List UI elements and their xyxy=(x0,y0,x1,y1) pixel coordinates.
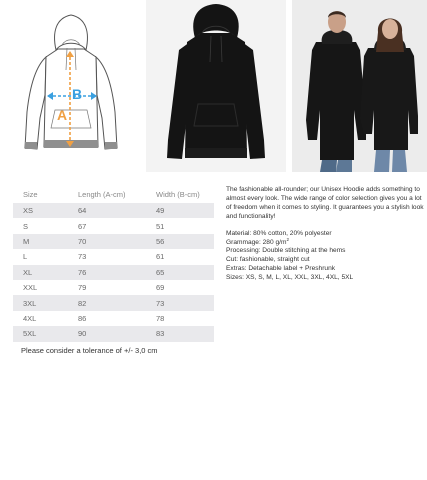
table-row xyxy=(13,326,214,341)
length-cell: 79 xyxy=(68,280,146,295)
size-chart-table xyxy=(13,186,214,342)
size-chart-header-row xyxy=(13,186,214,203)
measure-b-label: B xyxy=(72,86,83,102)
header-length: Length (A-cm) xyxy=(78,190,126,199)
width-cell: 56 xyxy=(146,234,214,249)
width-cell: 78 xyxy=(146,311,214,326)
size-cell: 5XL xyxy=(13,326,68,341)
table-row xyxy=(13,265,214,280)
width-cell: 69 xyxy=(146,280,214,295)
size-cell: XXL xyxy=(13,280,68,295)
length-cell: 86 xyxy=(68,311,146,326)
grammage-superscript: 2 xyxy=(286,236,289,242)
length-cell: 73 xyxy=(68,249,146,264)
size-cell: L xyxy=(13,249,68,264)
spec-sizes: Sizes: XS, S, M, L, XL, XXL, 3XL, 4XL, 5XL xyxy=(226,274,354,282)
size-cell: XS xyxy=(13,203,68,218)
size-cell: XL xyxy=(13,265,68,280)
width-cell: 51 xyxy=(146,218,214,233)
grammage-text: Grammage: 280 g/m xyxy=(226,238,287,246)
length-cell: 70 xyxy=(68,234,146,249)
spec-extras: Extras: Detachable label + Preshrunk xyxy=(226,265,336,273)
size-cell: M xyxy=(13,234,68,249)
hoodie-measurement-diagram xyxy=(0,0,142,172)
product-description xyxy=(226,186,424,283)
table-row xyxy=(13,249,214,264)
spec-cut: Cut: fashionable, straight cut xyxy=(226,256,310,264)
spec-material: Material: 80% cotton, 20% polyester xyxy=(226,229,332,237)
models-photo xyxy=(292,0,427,172)
size-cell: 4XL xyxy=(13,311,68,326)
size-cell: 3XL xyxy=(13,295,68,310)
length-cell: 90 xyxy=(68,326,146,341)
width-cell: 49 xyxy=(146,203,214,218)
table-row xyxy=(13,311,214,326)
length-cell: 64 xyxy=(68,203,146,218)
hoodie-outline-drawing xyxy=(0,0,142,172)
table-row xyxy=(13,203,214,218)
spec-grammage xyxy=(226,236,424,248)
table-row xyxy=(13,295,214,310)
length-cell: 67 xyxy=(68,218,146,233)
product-photo xyxy=(146,0,286,172)
models-wearing-hoodies-image xyxy=(292,0,427,172)
length-cell: 76 xyxy=(68,265,146,280)
length-cell: 82 xyxy=(68,295,146,310)
size-cell: S xyxy=(13,218,68,233)
width-cell: 61 xyxy=(146,249,214,264)
width-cell: 73 xyxy=(146,295,214,310)
black-hoodie-image xyxy=(146,0,286,172)
table-row xyxy=(13,234,214,249)
measure-a-label: A xyxy=(57,107,68,123)
table-row xyxy=(13,280,214,295)
tolerance-note: Please consider a tolerance of +/- 3,0 cm xyxy=(21,346,158,355)
table-row xyxy=(13,218,214,233)
spec-processing: Processing: Double stitching at the hems xyxy=(226,247,346,255)
header-size: Size xyxy=(23,190,38,199)
header-width: Width (B-cm) xyxy=(156,190,200,199)
width-cell: 65 xyxy=(146,265,214,280)
width-cell: 83 xyxy=(146,326,214,341)
description-intro: The fashionable all-rounder; our Unisex Hoodie adds something to almost every look. The wide range of color selection gives you a lot of freedom when it comes to styling. It guarantees you a stylish look and functionality! xyxy=(226,186,424,220)
